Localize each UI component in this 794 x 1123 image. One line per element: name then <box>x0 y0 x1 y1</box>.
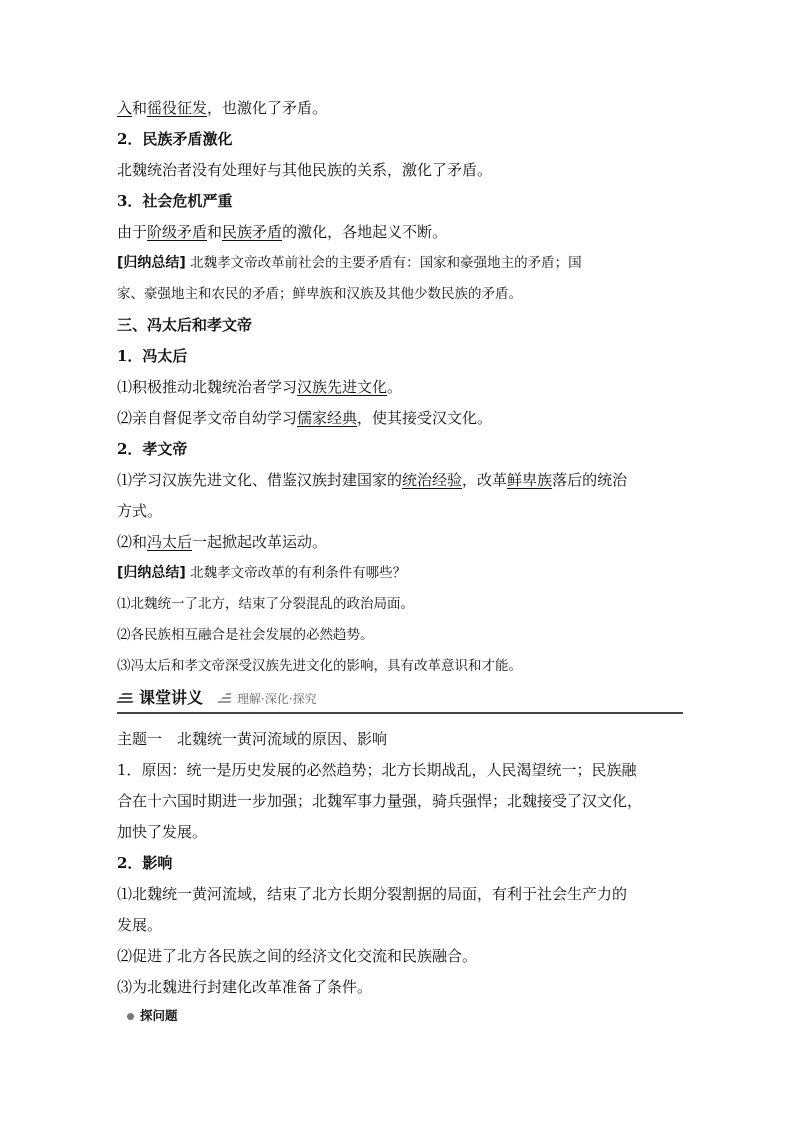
text: 。 <box>387 378 403 396</box>
text-line: ⑴北魏统一黄河流域，结束了北方长期分裂割据的局面，有利于社会生产力的 <box>117 885 628 903</box>
summary-line <box>117 558 683 589</box>
summary-tag: [归纳总结] <box>117 255 186 271</box>
bullet-dot-icon <box>127 1013 134 1020</box>
underlined-term: 鲜卑族 <box>507 471 553 489</box>
underlined-term: 汉族先进文化 <box>297 378 388 396</box>
subheading: 2．孝文帝 <box>117 440 188 458</box>
summary-tag: [归纳总结] <box>117 565 186 581</box>
text-line: 加快了发展。 <box>117 823 208 841</box>
section-title: 课堂讲义 <box>139 688 204 707</box>
underlined-term: 徭役征发 <box>147 99 208 117</box>
section-subtitle: 理解·深化·探究 <box>237 692 317 706</box>
summary-line: 家、豪强地主和农民的矛盾；鲜卑族和汉族及其他少数民族的矛盾。 <box>117 286 522 302</box>
text: 落后的统治 <box>552 471 628 489</box>
summary-line: ⑶冯太后和孝文帝深受汉族先进文化的影响，具有改革意识和才能。 <box>117 658 522 674</box>
text-line <box>117 527 683 558</box>
text: 的激化，各地起义不断。 <box>282 223 448 241</box>
subheading: 3．社会危机严重 <box>117 192 233 210</box>
text: ⑴学习汉族先进文化、借鉴汉族封建国家的 <box>117 471 403 489</box>
document-page <box>117 93 683 1029</box>
text-line: 1．原因：统一是历史发展的必然趋势；北方长期战乱，人民渴望统一；民族融 <box>117 761 637 779</box>
topic-title: 主题一 北魏统一黄河流域的原因、影响 <box>117 730 388 748</box>
text: ，也激化了矛盾。 <box>207 99 328 117</box>
text: 一起掀起改革运动。 <box>192 533 328 551</box>
section-header-bar <box>117 688 683 714</box>
text-line <box>117 372 683 403</box>
text: 由于 <box>117 223 148 241</box>
underlined-term: 民族矛盾 <box>222 223 283 241</box>
text: ，改革 <box>462 471 508 489</box>
text-line: ⑶为北魏进行封建化改革准备了条件。 <box>117 978 373 996</box>
text-line <box>117 93 683 124</box>
text-line <box>117 403 683 434</box>
text-line <box>117 217 683 248</box>
summary-line <box>117 248 683 279</box>
text: ⑵和 <box>117 533 148 551</box>
underlined-term: 儒家经典 <box>297 409 358 427</box>
summary-text: 北魏孝文帝改革的有利条件有哪些？ <box>190 565 407 581</box>
subheading: 2．民族矛盾激化 <box>117 130 233 148</box>
summary-line: ⑵各民族相互融合是社会发展的必然趋势。 <box>117 627 374 643</box>
text: ⑵亲自督促孝文帝自幼学习 <box>117 409 298 427</box>
underlined-term: 统治经验 <box>402 471 463 489</box>
text-line: 合在十六国时期进一步加强；北魏军事力量强，骑兵强悍；北魏接受了汉文化， <box>117 792 643 810</box>
subheading: 1．冯太后 <box>117 347 188 365</box>
text-line: ⑵促进了北方各民族之间的经济文化交流和民族融合。 <box>117 947 478 965</box>
underlined-term: 入 <box>117 99 133 117</box>
text-line: 北魏统治者没有处理好与其他民族的关系，激化了矛盾。 <box>117 161 493 179</box>
subheading: 2．影响 <box>117 854 173 872</box>
text: ，使其接受汉文化。 <box>357 409 493 427</box>
summary-text: 北魏孝文帝改革前社会的主要矛盾有：国家和豪强地主的矛盾；国 <box>190 255 582 271</box>
text: ⑴积极推动北魏统治者学习 <box>117 378 298 396</box>
text-line <box>117 465 683 496</box>
stripes-icon <box>117 691 133 705</box>
summary-line: ⑴北魏统一了北方，结束了分裂混乱的政治局面。 <box>117 596 414 612</box>
text-line: 发展。 <box>117 916 163 934</box>
section-heading: 三、冯太后和孝文帝 <box>117 316 253 334</box>
underlined-term: 冯太后 <box>147 533 193 551</box>
underlined-term: 阶级矛盾 <box>147 223 208 241</box>
stripes-icon <box>217 692 231 704</box>
text: 和 <box>207 223 223 241</box>
bullet-heading <box>117 1003 683 1029</box>
text: 和 <box>132 99 148 117</box>
bullet-label: 探问题 <box>140 1008 178 1023</box>
text-line: 方式。 <box>117 502 163 520</box>
